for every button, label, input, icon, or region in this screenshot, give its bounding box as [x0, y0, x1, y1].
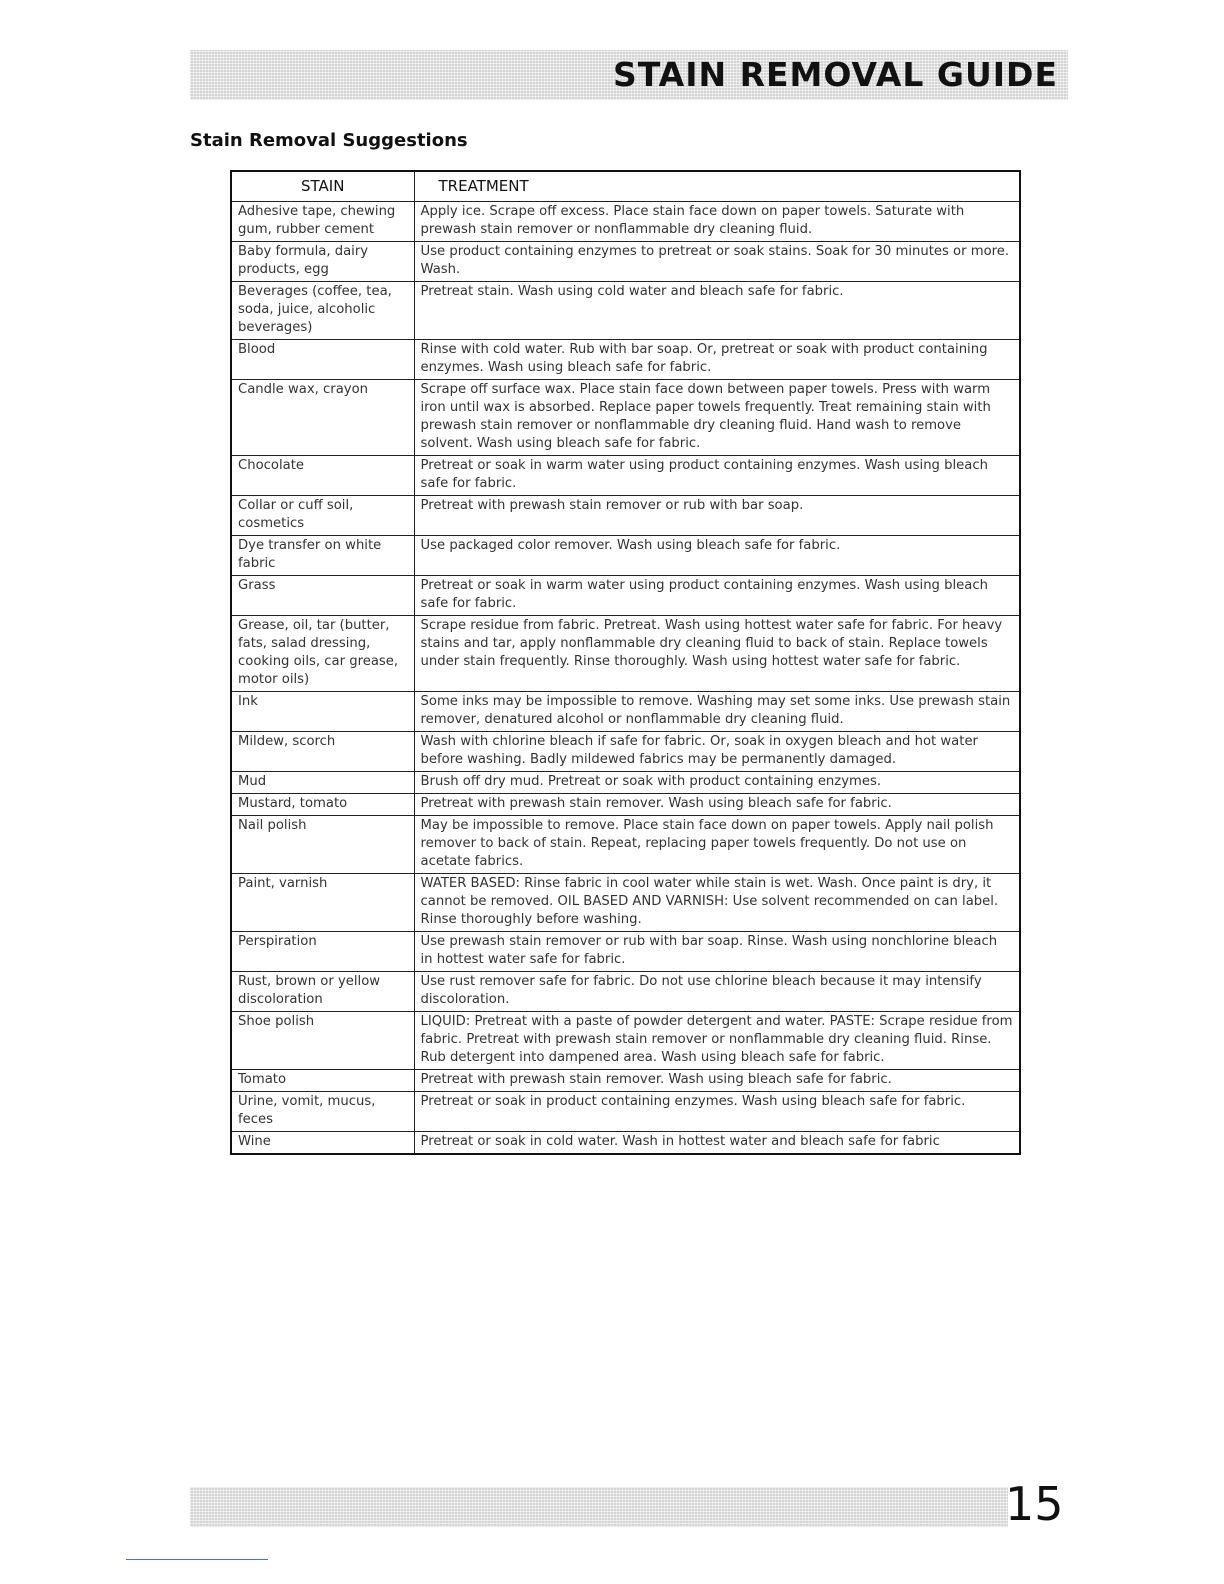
- table-row: [231, 536, 1020, 576]
- header-banner: [190, 50, 1068, 100]
- footer-banner: [190, 1487, 1008, 1527]
- table-row: [231, 772, 1020, 794]
- stain-cell: Chocolate: [231, 456, 414, 496]
- treatment-cell: Scrape residue from fabric. Pretreat. Wash using hottest water safe for fabric. For heavy stains and tar, apply nonflammable dry cleaning fluid to back of stain. Replace towels under stain frequently. Rinse thoroughly. Wash using hottest water safe for fabric.: [414, 616, 1020, 692]
- stain-cell: Baby formula, dairy products, egg: [231, 242, 414, 282]
- stain-cell: Tomato: [231, 1070, 414, 1092]
- table-row: [231, 616, 1020, 692]
- table-row: [231, 1092, 1020, 1132]
- section-heading: Stain Removal Suggestions: [190, 130, 468, 151]
- treatment-cell: Pretreat with prewash stain remover. Wash using bleach safe for fabric.: [414, 794, 1020, 816]
- table-row: [231, 732, 1020, 772]
- stain-cell: Blood: [231, 340, 414, 380]
- table-row: [231, 1012, 1020, 1070]
- stain-cell: Urine, vomit, mucus, feces: [231, 1092, 414, 1132]
- table-header-row: [231, 171, 1020, 202]
- stain-column-header: STAIN: [231, 171, 414, 202]
- stain-cell: Grease, oil, tar (butter, fats, salad dressing, cooking oils, car grease, motor oils): [231, 616, 414, 692]
- stain-cell: Mustard, tomato: [231, 794, 414, 816]
- table-row: [231, 242, 1020, 282]
- treatment-cell: Use packaged color remover. Wash using bleach safe for fabric.: [414, 536, 1020, 576]
- table-row: [231, 380, 1020, 456]
- treatment-cell: Use product containing enzymes to pretreat or soak stains. Soak for 30 minutes or more. Wash.: [414, 242, 1020, 282]
- table-row: [231, 816, 1020, 874]
- treatment-cell: WATER BASED: Rinse fabric in cool water while stain is wet. Wash. Once paint is dry, it cannot be removed. OIL BASED AND VARNISH: Use solvent recommended on can label. Rinse thoroughly before washing.: [414, 874, 1020, 932]
- stain-cell: Rust, brown or yellow discoloration: [231, 972, 414, 1012]
- treatment-cell: Pretreat or soak in warm water using product containing enzymes. Wash using bleach safe for fabric.: [414, 576, 1020, 616]
- stain-cell: Nail polish: [231, 816, 414, 874]
- page-title: STAIN REMOVAL GUIDE: [612, 55, 1058, 94]
- table-row: [231, 692, 1020, 732]
- stain-cell: Adhesive tape, chewing gum, rubber cement: [231, 202, 414, 242]
- treatment-cell: Pretreat stain. Wash using cold water and bleach safe for fabric.: [414, 282, 1020, 340]
- treatment-cell: LIQUID: Pretreat with a paste of powder detergent and water. PASTE: Scrape residue from fabric. Pretreat with prewash stain remover or nonflammable dry cleaning fluid. Rinse. Rub detergent into dampened area. Wash using bleach safe for fabric.: [414, 1012, 1020, 1070]
- treatment-cell: May be impossible to remove. Place stain face down on paper towels. Apply nail polish remover to back of stain. Repeat, replacing paper towels frequently. Do not use on acetate fabrics.: [414, 816, 1020, 874]
- treatment-cell: Brush off dry mud. Pretreat or soak with product containing enzymes.: [414, 772, 1020, 794]
- treatment-cell: Use rust remover safe for fabric. Do not use chlorine bleach because it may intensify discoloration.: [414, 972, 1020, 1012]
- stain-cell: Shoe polish: [231, 1012, 414, 1070]
- treatment-cell: Scrape off surface wax. Place stain face down between paper towels. Press with warm iron until wax is absorbed. Replace paper towels frequently. Treat remaining stain with prewash stain remover or nonflammable dry cleaning fluid. Hand wash to remove solvent. Wash using bleach safe for fabric.: [414, 380, 1020, 456]
- table-row: [231, 932, 1020, 972]
- table-row: [231, 456, 1020, 496]
- page-number: 15: [1005, 1477, 1064, 1531]
- treatment-cell: Pretreat with prewash stain remover. Wash using bleach safe for fabric.: [414, 1070, 1020, 1092]
- table-row: [231, 282, 1020, 340]
- footnote-rule: [126, 1559, 268, 1560]
- stain-cell: Perspiration: [231, 932, 414, 972]
- table-row: [231, 340, 1020, 380]
- treatment-cell: Rinse with cold water. Rub with bar soap. Or, pretreat or soak with product containing enzymes. Wash using bleach safe for fabric.: [414, 340, 1020, 380]
- stain-cell: Wine: [231, 1132, 414, 1155]
- stain-cell: Ink: [231, 692, 414, 732]
- stain-cell: Mud: [231, 772, 414, 794]
- table-row: [231, 874, 1020, 932]
- stain-cell: Mildew, scorch: [231, 732, 414, 772]
- table-row: [231, 202, 1020, 242]
- table-row: [231, 496, 1020, 536]
- treatment-cell: Pretreat or soak in product containing enzymes. Wash using bleach safe for fabric.: [414, 1092, 1020, 1132]
- table-row: [231, 1132, 1020, 1155]
- stain-cell: Grass: [231, 576, 414, 616]
- stain-cell: Paint, varnish: [231, 874, 414, 932]
- treatment-cell: Apply ice. Scrape off excess. Place stain face down on paper towels. Saturate with prewash stain remover or nonflammable dry cleaning fluid.: [414, 202, 1020, 242]
- treatment-cell: Pretreat or soak in warm water using product containing enzymes. Wash using bleach safe for fabric.: [414, 456, 1020, 496]
- table-row: [231, 794, 1020, 816]
- treatment-cell: Pretreat or soak in cold water. Wash in hottest water and bleach safe for fabric: [414, 1132, 1020, 1155]
- treatment-cell: Wash with chlorine bleach if safe for fabric. Or, soak in oxygen bleach and hot water before washing. Badly mildewed fabrics may be permanently damaged.: [414, 732, 1020, 772]
- treatment-cell: Pretreat with prewash stain remover or rub with bar soap.: [414, 496, 1020, 536]
- treatment-cell: Use prewash stain remover or rub with bar soap. Rinse. Wash using nonchlorine bleach in hottest water safe for fabric.: [414, 932, 1020, 972]
- stain-removal-table: [230, 170, 1021, 1155]
- treatment-column-header: TREATMENT: [414, 171, 1020, 202]
- stain-cell: Dye transfer on white fabric: [231, 536, 414, 576]
- stain-cell: Collar or cuff soil, cosmetics: [231, 496, 414, 536]
- table-row: [231, 972, 1020, 1012]
- table-row: [231, 1070, 1020, 1092]
- stain-cell: Beverages (coffee, tea, soda, juice, alcoholic beverages): [231, 282, 414, 340]
- table-row: [231, 576, 1020, 616]
- treatment-cell: Some inks may be impossible to remove. Washing may set some inks. Use prewash stain remover, denatured alcohol or nonflammable dry cleaning fluid.: [414, 692, 1020, 732]
- stain-cell: Candle wax, crayon: [231, 380, 414, 456]
